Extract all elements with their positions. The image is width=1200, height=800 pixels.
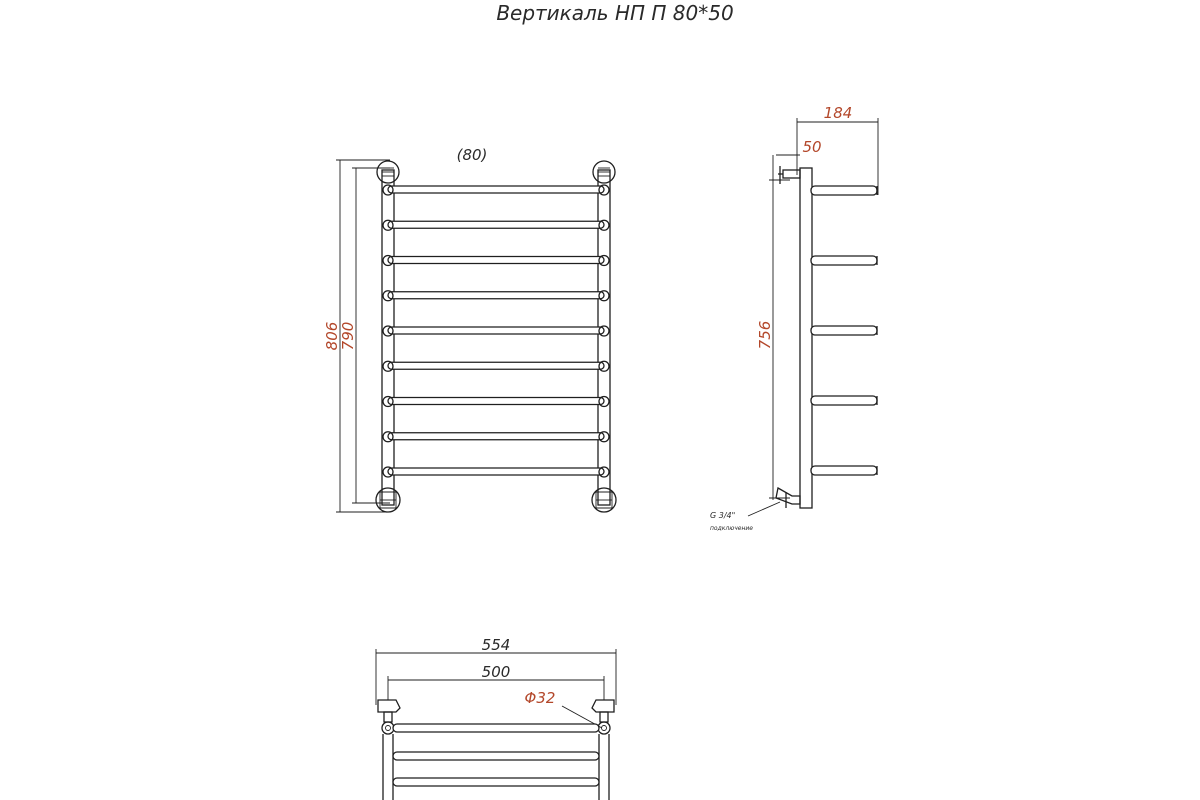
side-shelf: [811, 186, 877, 195]
top-bar: [393, 752, 599, 760]
top-bar: [393, 778, 599, 786]
bottom-left-fitting: [376, 488, 400, 512]
dim-50-label: 50: [802, 138, 822, 156]
side-shelves: [811, 186, 877, 475]
side-view: [710, 104, 878, 532]
top-bars: [393, 724, 599, 786]
front-rung: [383, 220, 609, 230]
top-right-fitting: [593, 161, 615, 183]
front-rung: [383, 185, 609, 195]
dim-500-label: 500: [481, 663, 511, 681]
front-rung: [383, 361, 609, 371]
drawing-title: Вертикаль НП П 80*50: [496, 1, 734, 25]
dim-790-label: 790: [339, 321, 357, 351]
dim-554-label: 554: [481, 636, 511, 654]
dim-806-label: 806: [323, 321, 341, 351]
side-shelf: [811, 466, 877, 475]
top-view: [376, 636, 616, 800]
side-shelf: [811, 396, 877, 405]
side-shelf: [811, 326, 877, 335]
side-shelf: [811, 256, 877, 265]
front-center-label: (80): [456, 146, 488, 164]
side-upright: [800, 168, 812, 508]
dim-184-label: 184: [823, 104, 853, 122]
front-rungs: [383, 185, 609, 477]
front-rung: [383, 397, 609, 407]
top-left-fitting: [377, 161, 399, 183]
front-rung: [383, 291, 609, 301]
connection-leader: [748, 502, 780, 516]
front-rung: [383, 256, 609, 266]
connection-thread-label: G 3/4": [710, 511, 736, 520]
front-rung: [383, 467, 609, 477]
connection-note-label: подключение: [710, 525, 754, 532]
bottom-right-fitting: [592, 488, 616, 512]
front-rung: [383, 326, 609, 336]
dim-756-label: 756: [756, 320, 774, 350]
dim-diameter-label: Φ32: [524, 689, 556, 707]
front-view: [323, 146, 616, 512]
front-rung: [383, 432, 609, 442]
top-bar: [393, 724, 599, 732]
